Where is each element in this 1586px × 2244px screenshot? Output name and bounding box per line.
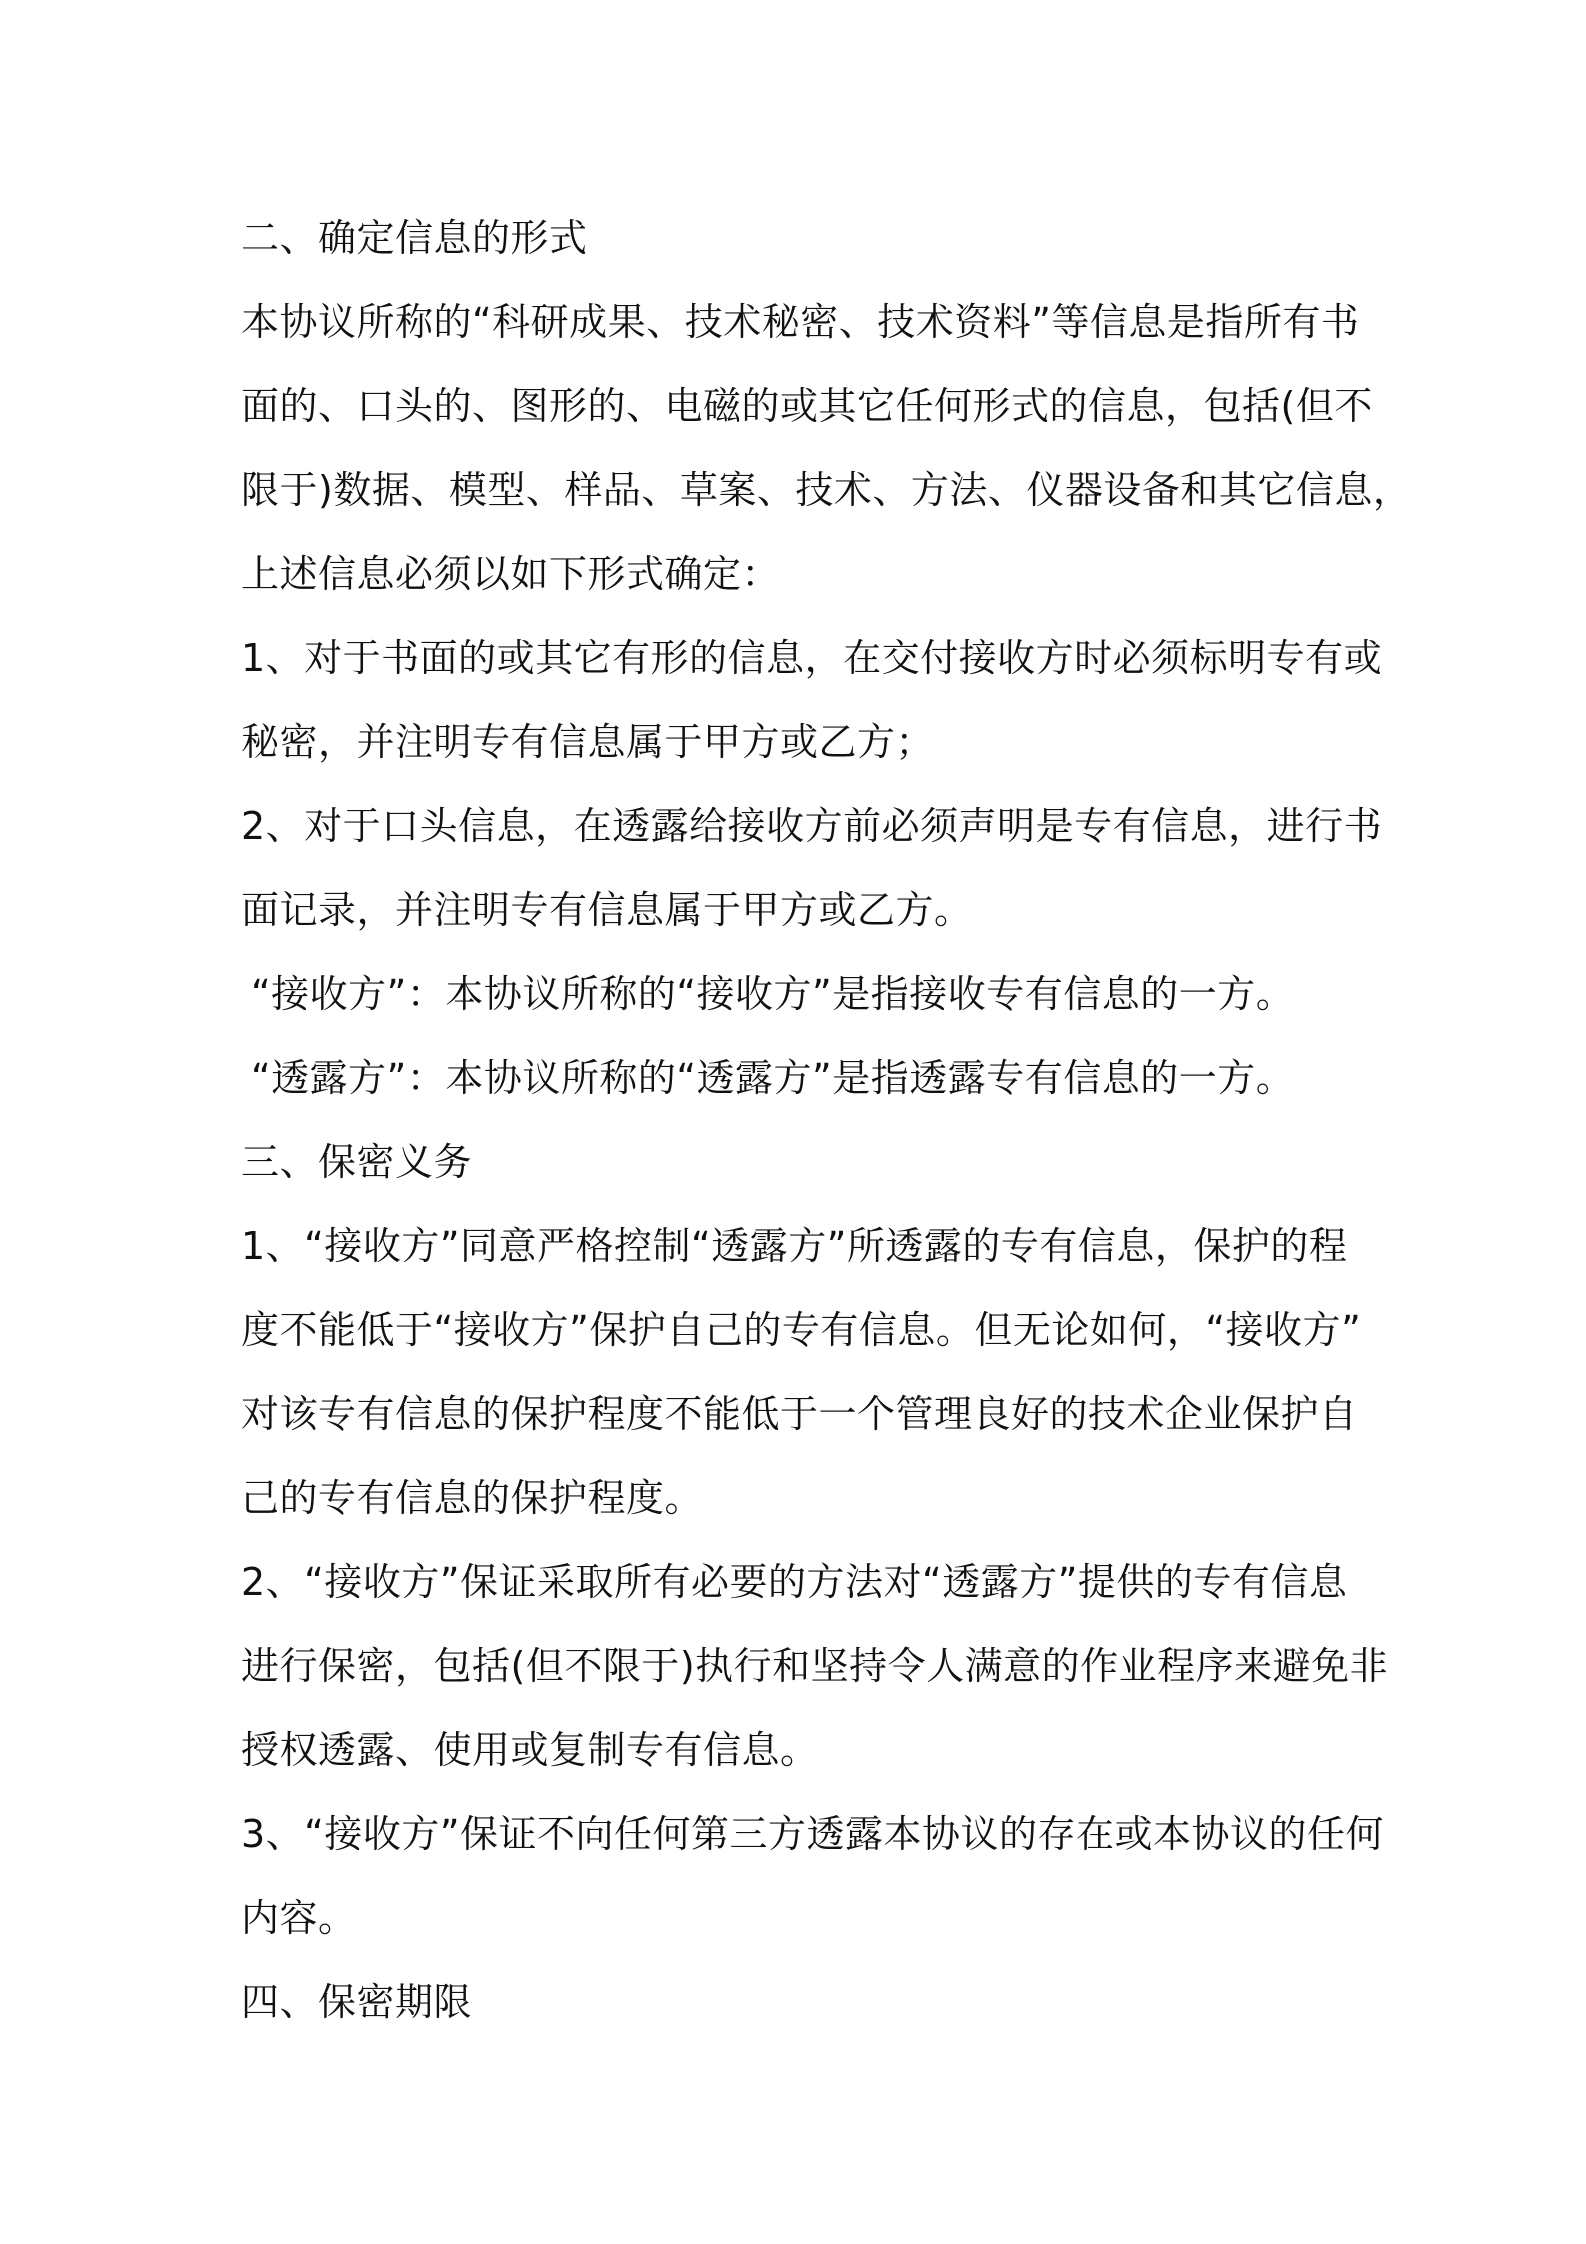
paragraph-line: 本协议所称的“科研成果、技术秘密、技术资料”等信息是指所有书 [241, 300, 1360, 344]
list-item-line: 3、“接收方”保证不向任何第三方透露本协议的存在或本协议的任何 [241, 1812, 1385, 1856]
paragraph-line: 限于)数据、模型、样品、草案、技术、方法、仪器设备和其它信息， [241, 468, 1412, 512]
section-heading-4: 四、保密期限 [241, 1980, 473, 2024]
list-item-line: 内容。 [241, 1896, 357, 1940]
list-item-line: 1、“接收方”同意严格控制“透露方”所透露的专有信息，保护的程 [241, 1224, 1348, 1268]
list-item-line: 己的专有信息的保护程度。 [241, 1476, 704, 1520]
section-heading-2: 二、确定信息的形式 [241, 216, 588, 260]
list-item-line: 对该专有信息的保护程度不能低于一个管理良好的技术企业保护自 [241, 1392, 1358, 1436]
definition-line-receiver: “接收方”：本协议所称的“接收方”是指接收专有信息的一方。 [251, 972, 1295, 1016]
list-item-line: 授权透露、使用或复制专有信息。 [241, 1728, 819, 1772]
list-item-line: 度不能低于“接收方”保护自己的专有信息。但无论如何，“接收方” [241, 1308, 1362, 1352]
paragraph-line: 面的、口头的、图形的、电磁的或其它任何形式的信息，包括(但不 [241, 384, 1373, 428]
list-item-line: 秘密，并注明专有信息属于甲方或乙方； [241, 720, 935, 764]
list-item-line: 2、对于口头信息，在透露给接收方前必须声明是专有信息，进行书 [241, 804, 1383, 848]
paragraph-line: 上述信息必须以如下形式确定： [241, 552, 781, 596]
list-item-line: 面记录，并注明专有信息属于甲方或乙方。 [241, 888, 973, 932]
list-item-line: 2、“接收方”保证采取所有必要的方法对“透露方”提供的专有信息 [241, 1560, 1348, 1604]
section-heading-3: 三、保密义务 [241, 1140, 473, 1184]
list-item-line: 1、对于书面的或其它有形的信息，在交付接收方时必须标明专有或 [241, 636, 1383, 680]
list-item-line: 进行保密，包括(但不限于)执行和坚持令人满意的作业程序来避免非 [241, 1644, 1389, 1688]
definition-line-discloser: “透露方”：本协议所称的“透露方”是指透露专有信息的一方。 [251, 1056, 1295, 1100]
document-body [241, 196, 1412, 2044]
